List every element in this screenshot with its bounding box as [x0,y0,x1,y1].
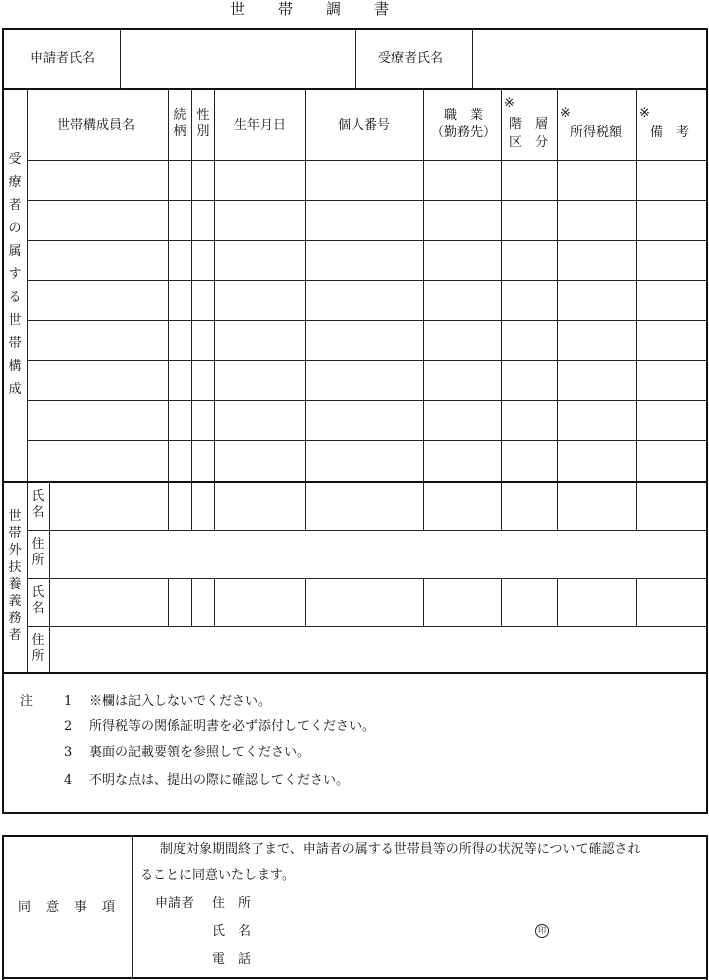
col-header-sex: 性 別 [196,108,210,139]
note-text: ※欄は記入しないでください。 [89,694,272,709]
col-header-member-name: 世帯構成員名 [57,118,136,133]
note-number: 2 [64,719,73,734]
col-header-remarks: 備 考 [650,125,690,140]
note-number: 3 [64,745,73,760]
mark-income-tax: ※ [560,106,571,121]
household-row-3[interactable] [28,241,706,280]
outside-address-row-2[interactable] [50,627,706,672]
household-row-5[interactable] [28,321,706,360]
note-text: 裏面の記載要領を参照してください。 [89,745,311,760]
patient-name-field[interactable] [474,31,705,87]
col-header-birth-date: 生年月日 [234,118,287,133]
outside-name-row-1[interactable] [50,483,706,530]
notes-label: 注 [20,694,34,709]
consent-phone-label: 電 話 [212,952,252,967]
consent-label: 同 意 事 項 [18,900,117,915]
col-header-occupation: 職 業 [444,108,484,123]
col-header-relation: 続 柄 [173,108,187,139]
outside-name-label-2: 氏 名 [31,585,45,616]
consent-name-field[interactable] [262,920,532,942]
consent-statement-line-2: ることに同意いたします。 [140,868,295,883]
note-text: 所得税等の関係証明書を必ず添付してください。 [89,719,376,734]
col-header-my-number: 個人番号 [338,118,391,133]
household-row-2[interactable] [28,201,706,240]
col-header-workplace: （勤務先） [431,125,497,140]
col-header-tier: 階 層 [509,117,549,132]
consent-phone-field[interactable] [262,948,702,970]
consent-statement-line-1: 制度対象期間終了まで、申請者の属する世帯員等の所得の状況等について確認され [160,842,641,857]
consent-applicant-label: 申請者 [155,896,195,911]
consent-name-label: 氏 名 [212,924,252,939]
consent-address-field[interactable] [262,892,702,914]
col-header-tier-class: 区 分 [509,135,549,150]
patient-name-label: 受療者氏名 [378,51,444,66]
seal-mark [535,924,549,938]
household-row-4[interactable] [28,281,706,320]
mark-remarks: ※ [639,106,650,121]
applicant-name-field[interactable] [122,31,354,87]
note-text: 不明な点は、提出の際に確認してください。 [89,773,350,788]
outside-supporter-side-label: 世 帯 外 扶 養 義 務 者 [8,509,22,643]
household-row-6[interactable] [28,361,706,400]
consent-address-label: 住 所 [212,896,252,911]
note-number: 1 [64,694,73,709]
col-header-income-tax: 所得税額 [570,125,623,140]
mark-tier: ※ [504,96,515,111]
household-row-1[interactable] [28,161,706,200]
household-row-8[interactable] [28,441,706,481]
seal-mark-text: 印 [538,926,546,935]
note-number: 4 [64,773,73,788]
outside-name-label-1: 氏 名 [31,489,45,520]
outside-name-row-2[interactable] [50,579,706,626]
applicant-name-label: 申請者氏名 [30,51,96,66]
outside-address-label-1: 住 所 [31,537,45,568]
outside-address-row-1[interactable] [50,531,706,578]
outside-address-label-2: 住 所 [31,633,45,664]
household-row-7[interactable] [28,401,706,440]
household-composition-side-label: 受 療 者 の 属 す る 世 帯 構 成 [8,152,22,397]
page-title: 世 帯 調 書 [230,0,391,18]
